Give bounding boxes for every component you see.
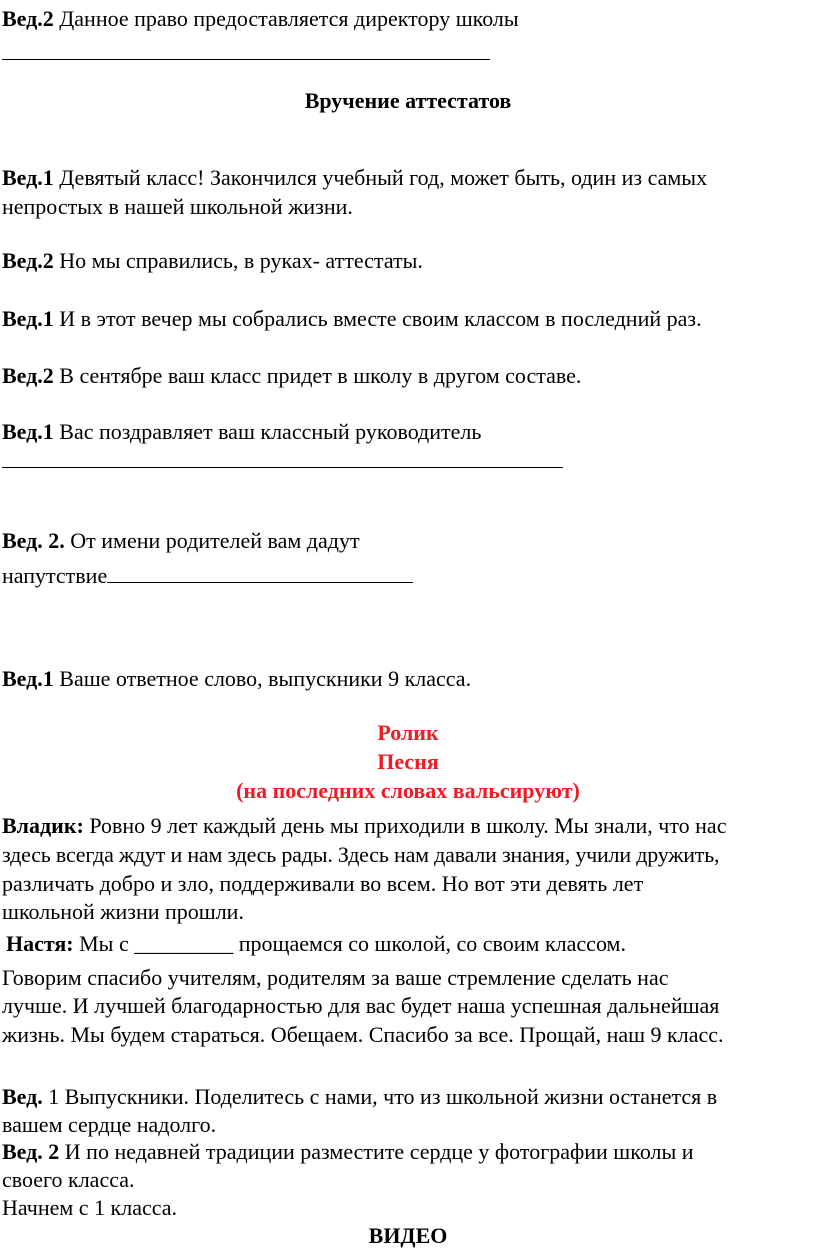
- speaker-label: Вед.1: [2, 419, 54, 444]
- speaker-label: Настя:: [6, 931, 74, 956]
- speaker-label: Вед.1: [2, 666, 54, 691]
- speaker-label: Вед.1: [2, 165, 54, 190]
- line-ved1-g: вашем сердце надолго.: [2, 1112, 217, 1137]
- fill-in-line: [2, 467, 563, 468]
- speaker-label: Вед. 2.: [2, 528, 65, 553]
- fill-in-line: [2, 59, 490, 60]
- speaker-label: Вед.2: [2, 248, 54, 273]
- line-text: И в этот вечер мы собрались вместе своим классом в последний раз.: [53, 306, 702, 331]
- speaker-label: Вед.1: [2, 306, 54, 331]
- line-text: Ваше ответное слово, выпускники 9 класса.: [53, 666, 472, 691]
- stage-direction-song: Песня: [377, 749, 439, 774]
- line-text: Девятый класс! Закончился учебный год, может быть, один из самых: [53, 165, 708, 190]
- speaker-label: Вед.2: [2, 363, 54, 388]
- line-vladik-b: здесь всегда ждут и нам здесь рады. Здесь нам давали знания, учили дружить,: [2, 842, 720, 867]
- line-text: В сентябре ваш класс придет в школу в другом составе.: [53, 363, 582, 388]
- line-text: Вас поздравляет ваш классный руководитель: [53, 419, 482, 444]
- line-ved1-d: [2, 417, 481, 446]
- section-heading: Вручение аттестатов: [304, 88, 512, 113]
- name-blank: _________: [134, 931, 234, 956]
- line-ved2-a: [2, 246, 423, 275]
- speaker-label: Вед.: [2, 1084, 43, 1109]
- line-text: И по недавней традиции разместите сердце у фотографии школы и: [59, 1139, 694, 1164]
- line-text: напутствие: [2, 563, 108, 588]
- stage-direction-waltz: (на последних словах вальсируют): [236, 778, 580, 803]
- line-thanks-c: жизнь. Мы будем стараться. Обещаем. Спасибо за все. Прощай, наш 9 класс.: [2, 1022, 724, 1047]
- line-ved2-c: [2, 526, 360, 555]
- line-vladik-c: различать добро и зло, поддерживали во всем. Но вот эти девять лет: [2, 871, 644, 896]
- line-ved2-f: своего класса.: [2, 1167, 135, 1192]
- line-text: 1 Выпускники. Поделитесь с нами, что из школьной жизни останется в: [42, 1084, 718, 1109]
- line-ved1-a: [2, 163, 707, 192]
- line-text: От имени родителей вам дадут: [64, 528, 360, 553]
- line-ved1-f: [2, 1082, 717, 1111]
- line-ved1-b: непростых в нашей школьной жизни.: [2, 194, 353, 219]
- line-ved2-b: [2, 361, 581, 390]
- speaker-label: Владик:: [2, 813, 84, 838]
- video-heading: ВИДЕО: [368, 1223, 448, 1248]
- stage-direction-video: Ролик: [377, 720, 439, 745]
- line-thanks-b: лучше. И лучшей благодарностью для вас будет наша успешная дальнейшая: [2, 993, 720, 1018]
- line-ved2-e: [2, 1137, 694, 1166]
- line-nastya: [6, 929, 626, 958]
- line-text: Ровно 9 лет каждый день мы приходили в школу. Мы знали, что нас: [83, 813, 727, 838]
- line-thanks-a: Говорим спасибо учителям, родителям за ваше стремление сделать нас: [2, 965, 669, 990]
- speaker-label: Вед.2: [2, 6, 54, 31]
- line-ved2-d: [2, 560, 413, 590]
- fill-in-line: [107, 560, 413, 583]
- line-vladik-d: школьной жизни прошли.: [2, 899, 244, 924]
- line-text: прощаемся со школой, со своим классом.: [233, 931, 626, 956]
- line-text: Но мы справились, в руках- аттестаты.: [53, 248, 423, 273]
- line-text: Данное право предоставляется директору школы: [53, 6, 519, 31]
- line-text: Мы с: [73, 931, 135, 956]
- line-ved2-g: Начнем с 1 класса.: [2, 1195, 178, 1220]
- line-director: [2, 4, 519, 33]
- line-vladik-a: [2, 811, 726, 840]
- line-ved1-e: [2, 664, 471, 693]
- speaker-label: Вед. 2: [2, 1139, 60, 1164]
- line-ved1-c: [2, 304, 702, 333]
